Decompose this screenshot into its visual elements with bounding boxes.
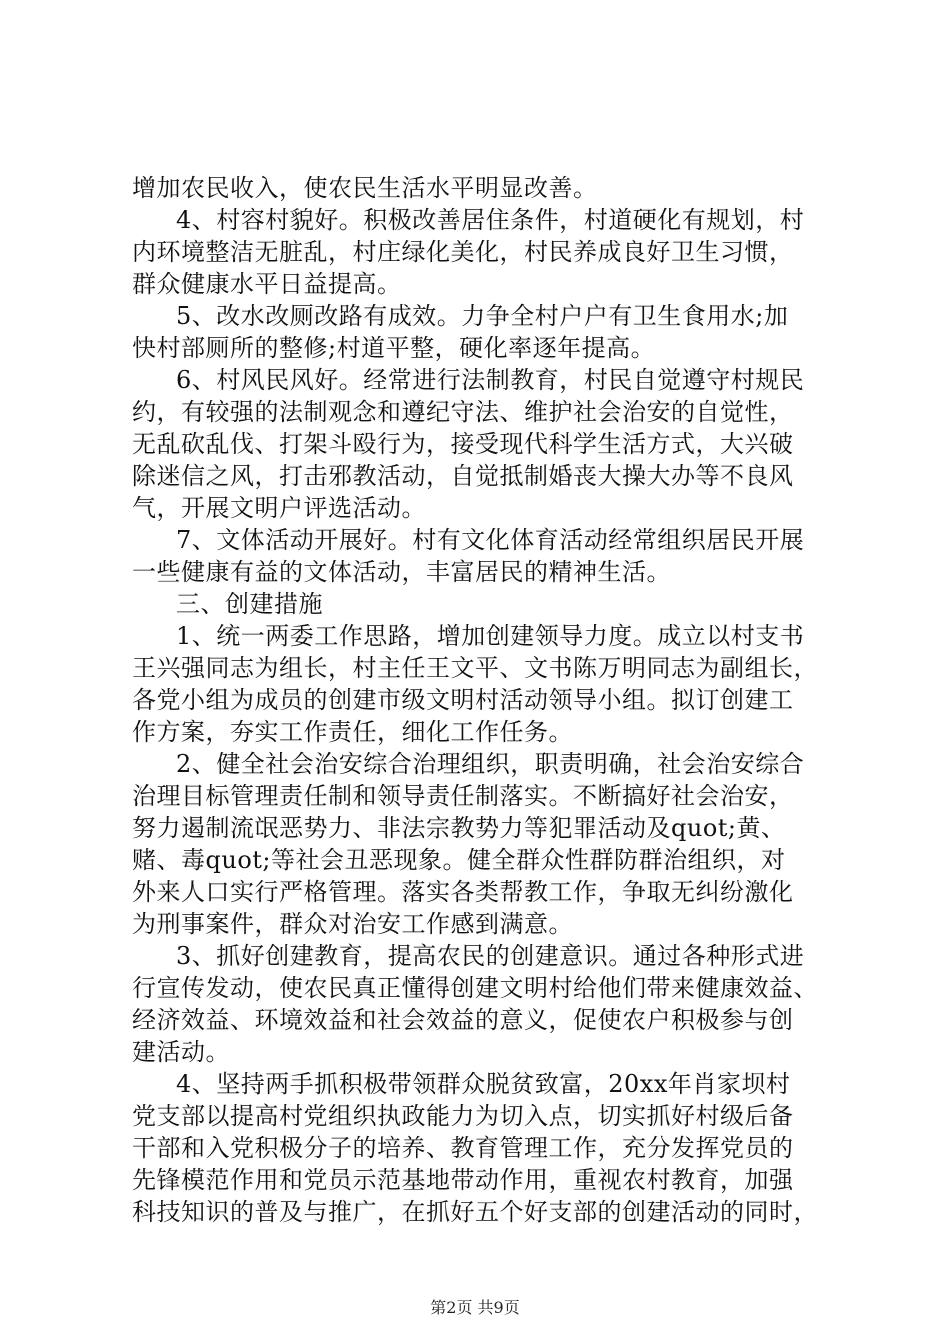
text-line: 党支部以提高村党组织执政能力为切入点，切实抓好村级后备 xyxy=(132,1102,794,1130)
text-line: 4、坚持两手抓积极带领群众脱贫致富，20xx年肖家坝村 xyxy=(176,1070,791,1098)
text-line: 除迷信之风，打击邪教活动，自觉抵制婚丧大操大办等不良风 xyxy=(132,462,794,490)
text-line: 7、文体活动开展好。村有文化体育活动经常组织居民开展 xyxy=(176,526,805,554)
text-line: 群众健康水平日益提高。 xyxy=(132,270,402,298)
text-line: 为刑事案件，群众对治安工作感到满意。 xyxy=(132,910,573,938)
text-line: 王兴强同志为组长，村主任王文平、文书陈万明同志为副组长， xyxy=(132,654,818,682)
text-line: 治理目标管理责任制和领导责任制落实。不断搞好社会治安， xyxy=(132,782,794,810)
page-number: 第2页 共9页 xyxy=(430,1298,520,1317)
text-line: 作方案，夯实工作责任，细化工作任务。 xyxy=(132,718,573,746)
text-line: 内环境整洁无脏乱，村庄绿化美化，村民养成良好卫生习惯， xyxy=(132,238,794,266)
text-line: 行宣传发动，使农民真正懂得创建文明村给他们带来健康效益、 xyxy=(132,974,818,1002)
text-line: 快村部厕所的整修;村道平整，硬化率逐年提高。 xyxy=(132,334,656,362)
text-line: 干部和入党积极分子的培养、教育管理工作，充分发挥党员的 xyxy=(132,1134,794,1162)
text-line: 3、抓好创建教育，提高农民的创建意识。通过各种形式进 xyxy=(176,942,805,970)
text-line: 先锋模范作用和党员示范基地带动作用，重视农村教育，加强 xyxy=(132,1166,794,1194)
section-heading: 三、创建措施 xyxy=(176,590,323,618)
text-line: 约，有较强的法制观念和遵纪守法、维护社会治安的自觉性， xyxy=(132,398,794,426)
text-line: 建活动。 xyxy=(132,1038,230,1066)
text-line: 外来人口实行严格管理。落实各类帮教工作，争取无纠纷激化 xyxy=(132,878,794,906)
text-line: 无乱砍乱伐、打架斗殴行为，接受现代科学生活方式，大兴破 xyxy=(132,430,794,458)
text-line: 赌、毒quot;等社会丑恶现象。健全群众性群防群治组织，对 xyxy=(132,846,786,874)
text-line: 经济效益、环境效益和社会效益的意义，促使农户积极参与创 xyxy=(132,1006,794,1034)
text-line: 气，开展文明户评选活动。 xyxy=(132,494,426,522)
text-line: 科技知识的普及与推广，在抓好五个好支部的创建活动的同时， xyxy=(132,1198,818,1226)
text-line: 各党小组为成员的创建市级文明村活动领导小组。拟订创建工 xyxy=(132,686,794,714)
text-line: 增加农民收入，使农民生活水平明显改善。 xyxy=(132,174,598,202)
text-line: 1、统一两委工作思路，增加创建领导力度。成立以村支书 xyxy=(176,622,805,650)
text-line: 一些健康有益的文体活动，丰富居民的精神生活。 xyxy=(132,558,671,586)
document-body xyxy=(132,172,832,1228)
text-line: 2、健全社会治安综合治理组织，职责明确，社会治安综合 xyxy=(176,750,805,778)
text-line: 4、村容村貌好。积极改善居住条件，村道硬化有规划，村 xyxy=(176,206,805,234)
text-line: 5、改水改厕改路有成效。力争全村户户有卫生食用水;加 xyxy=(176,302,789,330)
text-line: 努力遏制流氓恶势力、非法宗教势力等犯罪活动及quot;黄、 xyxy=(132,814,786,842)
text-line: 6、村风民风好。经常进行法制教育，村民自觉遵守村规民 xyxy=(176,366,805,394)
